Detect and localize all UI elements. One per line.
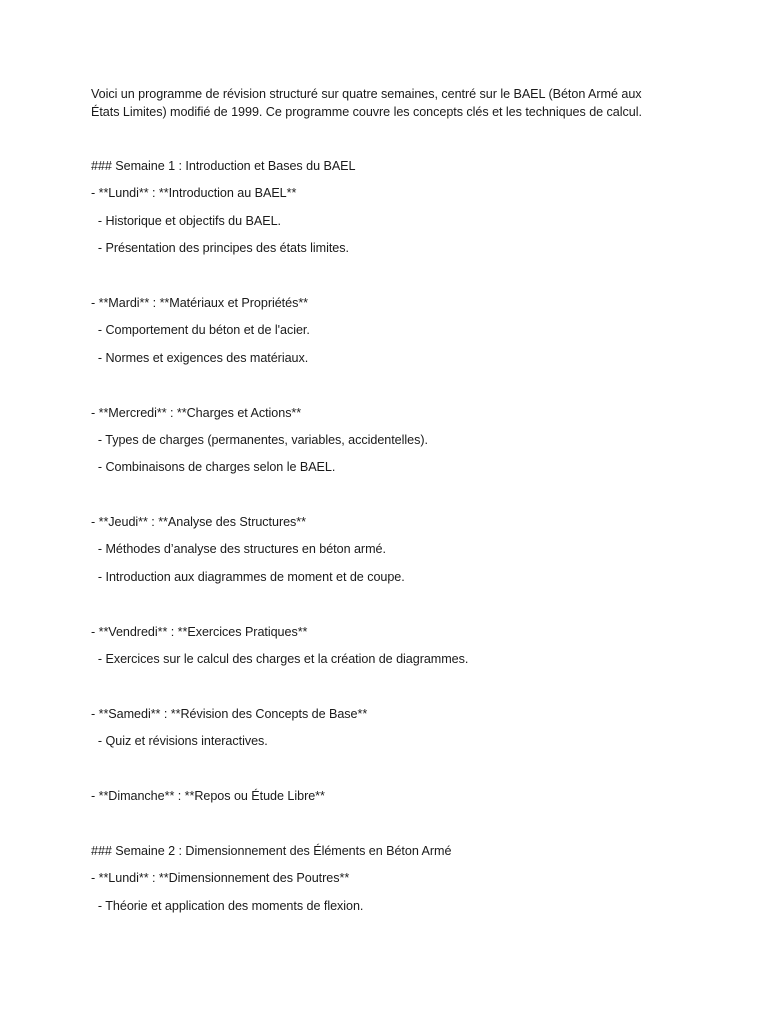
- blank-line: [91, 376, 681, 403]
- blank-line: [91, 595, 681, 622]
- blank-line: [91, 486, 681, 513]
- list-item: - Historique et objectifs du BAEL.: [91, 213, 281, 228]
- week1-heading: ### Semaine 1 : Introduction et Bases du BAEL: [91, 159, 356, 173]
- day-samedi: - **Samedi** : **Révision des Concepts de Base**: [91, 706, 368, 721]
- day-dimanche: - **Dimanche** : **Repos ou Étude Libre**: [91, 788, 325, 803]
- list-item: - Comportement du béton et de l'acier.: [91, 323, 310, 338]
- blank-line: [91, 814, 681, 841]
- list-item: - Exercices sur le calcul des charges et la création de diagrammes.: [91, 652, 469, 667]
- week2-heading: ### Semaine 2 : Dimensionnement des Éléments en Béton Armé: [91, 843, 452, 858]
- day-mercredi: - **Mercredi** : **Charges et Actions**: [91, 405, 302, 420]
- list-item: - Introduction aux diagrammes de moment et de coupe.: [91, 569, 405, 584]
- day-mardi: - **Mardi** : **Matériaux et Propriétés**: [91, 295, 309, 310]
- list-item: - Théorie et application des moments de flexion.: [91, 898, 364, 913]
- document-body: [91, 85, 681, 924]
- day-vendredi: - **Vendredi** : **Exercices Pratiques**: [91, 624, 308, 639]
- list-item: - Normes et exigences des matériaux.: [91, 350, 309, 365]
- list-item: - Méthodes d’analyse des structures en béton armé.: [91, 542, 386, 557]
- blank-line: [91, 677, 681, 704]
- list-item: - Combinaisons de charges selon le BAEL.: [91, 460, 336, 475]
- list-item: - Types de charges (permanentes, variables, accidentelles).: [91, 432, 428, 447]
- list-item: - Quiz et révisions interactives.: [91, 734, 268, 749]
- intro-line: Voici un programme de révision structuré sur quatre semaines, centré sur le BAEL (Béton Armé aux: [91, 87, 642, 101]
- list-item: - Présentation des principes des états limites.: [91, 241, 349, 256]
- blank-line: [91, 760, 681, 787]
- day-lundi: - **Lundi** : **Introduction au BAEL**: [91, 186, 297, 201]
- intro-line: États Limites) modifié de 1999. Ce programme couvre les concepts clés et les techniques de calcul.: [91, 105, 642, 119]
- day-lundi: - **Lundi** : **Dimensionnement des Poutres**: [91, 871, 350, 886]
- intro-paragraph: [91, 85, 681, 121]
- day-jeudi: - **Jeudi** : **Analyse des Structures**: [91, 515, 307, 530]
- blank-line: [91, 267, 681, 294]
